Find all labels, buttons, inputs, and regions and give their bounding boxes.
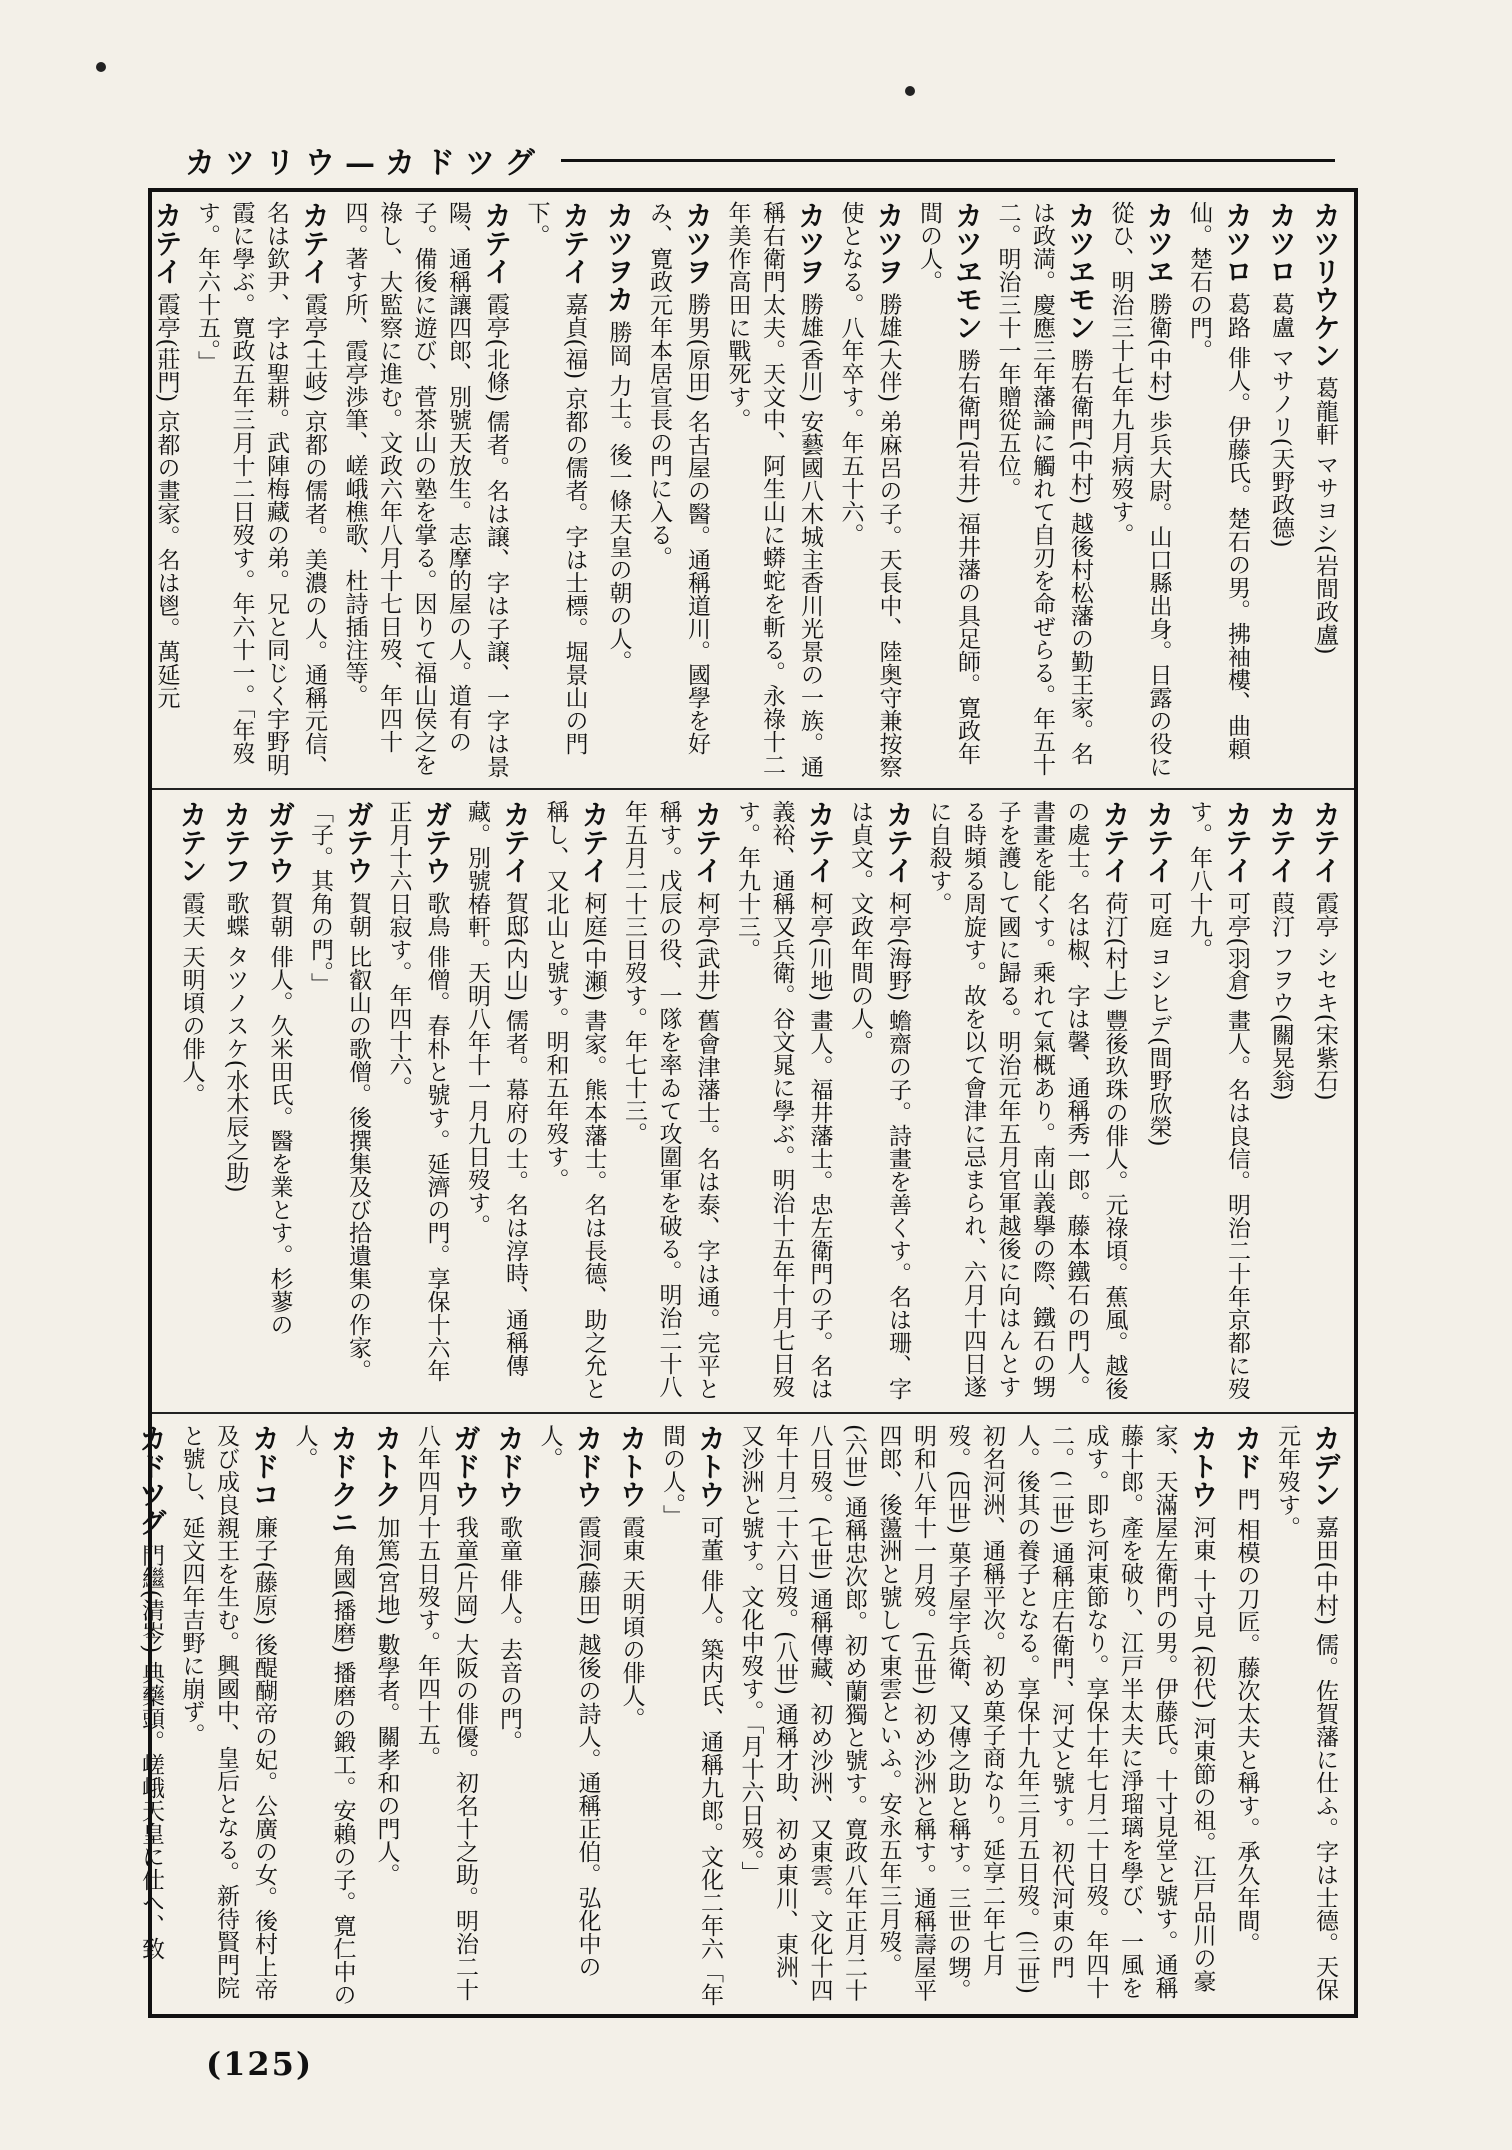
entry-text: 歌鳥 俳僧。春朴と號す。延濟の門。享保十六年正月十六日寂す。年四十六。 xyxy=(385,800,450,1382)
dictionary-entry xyxy=(190,201,336,779)
dictionary-entry xyxy=(1304,201,1346,779)
entry-headword: カトク xyxy=(370,1424,404,1508)
running-header xyxy=(185,140,1335,180)
dictionary-entry xyxy=(488,1424,530,2006)
dictionary-entry xyxy=(130,1424,172,2006)
entry-text: 勝男(原田) 名古屋の醫。通稱道川。國學を好み、寛政元年本居宣長の門に入る。 xyxy=(646,201,710,755)
dictionary-entry xyxy=(532,1424,609,2006)
dictionary-entry xyxy=(174,1424,285,2006)
entry-headword: カトウ xyxy=(694,1424,727,1508)
dictionary-entry xyxy=(1260,201,1302,779)
entry-headword: カテン xyxy=(175,800,209,884)
entry-headword: カテイ xyxy=(1098,800,1132,884)
entry-headword: カツロ xyxy=(1221,201,1254,285)
entry-headword: カド xyxy=(1230,1424,1264,1480)
dictionary-entry xyxy=(833,201,910,779)
entry-headword: カツヱモン xyxy=(951,201,984,341)
entry-text: 賀邸(内山) 儒者。幕府の士。名は淳時、通稱傳藏。別號椿軒。天明八年十一月九日歿す。 xyxy=(464,800,528,1377)
dictionary-entry xyxy=(303,800,380,1402)
entry-headword: カテイ xyxy=(499,800,532,884)
dictionary-entry xyxy=(460,800,537,1402)
entry-headword: カドコ xyxy=(248,1424,281,1508)
dictionary-entry xyxy=(215,800,257,1402)
entry-text: 加篤(宮地) 數學者。關孝和の門人。 xyxy=(373,1515,400,1886)
section-middle xyxy=(156,794,1350,1408)
entry-headword: カテイ xyxy=(882,800,915,884)
entry-headword: カテイ xyxy=(298,201,331,285)
entry-headword: カテイ xyxy=(577,800,611,884)
entry-headword: ガドウ xyxy=(449,1424,482,1508)
dictionary-entry xyxy=(1103,201,1180,779)
dictionary-entry xyxy=(843,800,920,1402)
entry-headword: カテイ xyxy=(690,800,724,884)
entry-text: 廉子(藤原) 後醍醐帝の妃。公廣の女。後村上帝及び成良親王を生む。興國中、皇后となる。新待賢門院と號し、延文四年吉野に崩ず。 xyxy=(178,1424,277,2001)
entry-text: 可亭(羽倉) 畫人。名は良信。明治二十年京都に歿す。年八十九。 xyxy=(1186,800,1250,1400)
print-speck xyxy=(905,86,915,96)
print-speck xyxy=(96,62,106,72)
dictionary-entry xyxy=(146,201,188,779)
entry-text: 勝岡 力士。後一條天皇の朝の人。 xyxy=(605,320,632,673)
dictionary-entry xyxy=(287,1424,364,2006)
entry-text: 我童(片岡) 大阪の俳優。初名十之助。明治二十八年四月十五日歿す。年四十五。 xyxy=(414,1424,478,2001)
section-top xyxy=(150,195,1350,785)
entry-headword: カドクニ xyxy=(326,1424,360,1536)
dictionary-entry xyxy=(655,1424,732,2006)
dictionary-entry xyxy=(1182,800,1259,1402)
entry-text: 勝雄(香川) 安藝國八木城主香川光景の一族。通稱右衛門太夫。天文中、阿生山に蟒蛇を斬る。永祿十二年美作高田に戰死す。 xyxy=(724,201,823,778)
entry-text: 勝右衛門(岩井) 福井藩の具足師。寛政年間の人。 xyxy=(916,201,980,765)
entry-text: 歌蝶 タツノスケ(水木辰之助) xyxy=(222,891,249,1193)
entry-text: 角國(播磨) 播磨の鍛工。安賴の子。寛仁中の人。 xyxy=(291,1424,356,2006)
entry-text: 勝雄(大伴) 弟麻呂の子。天長中、陸奥守兼按察使となる。八年卒す。年五十六。 xyxy=(837,201,902,778)
entry-headword: カテイ xyxy=(1142,800,1176,884)
entry-text: 柯亭(武井) 舊會津藩士。名は泰、字は通。完平と稱す。戊辰の役、一隊を率ゐて攻圍軍を破る。明治二十八年五月二十三日歿す。年七十三。 xyxy=(621,800,720,1400)
entry-headword: カテフ xyxy=(219,800,253,884)
entry-text: 霞亭(北條) 儒者。名は譲、字は子譲、一字は景陽、通稱讓四郎、別號天放生。志摩的屋の人。道有の子。備後に遊び、菅茶山の塾を掌る。因りて福山侯之を祿し、大監察に進む。文政六年八月十七日歿、年四十四。著す所、霞亭渉筆、嵯峨樵歌、杜詩插注等。 xyxy=(341,201,509,778)
entry-text: 葭汀 フヲウ(關晃翁) xyxy=(1268,891,1294,1101)
entry-text: 霞東 天明頃の俳人。 xyxy=(618,1515,645,1730)
section-divider-upper xyxy=(152,788,1354,790)
dictionary-entry xyxy=(381,800,458,1402)
dictionary-entry xyxy=(538,800,615,1402)
entry-text: 賀朝 俳人。久米田氏。醫を業とす。杉蓼の xyxy=(266,891,293,1336)
entry-text: 門 相模の刀匠。藤次太夫と稱す。承久年間。 xyxy=(1233,1487,1260,1955)
entry-text: 柯庭(中瀬) 書家。熊本藩士。名は長德、助之允と稱し、又北山と號す。明和五年歿す。 xyxy=(542,800,607,1400)
entry-headword: カツロ xyxy=(1265,201,1298,285)
page-number: (125) xyxy=(206,2045,314,2083)
entry-headword: カドツグ xyxy=(135,1424,168,1536)
dictionary-entry xyxy=(366,1424,408,2006)
entry-headword: カテイ xyxy=(1309,800,1342,884)
entry-headword: カツヲ xyxy=(681,201,714,285)
entry-text: 荷汀(村上) 豐後玖珠の俳人。元祿頃。蕉風。越後の處士。名は椒、字は馨、通稱秀一郎。藤本鐵石の門人。書畫を能くす。乘れて氣概あり。南山義擧の際、鐵石の甥子を護して國に歸る。明治元年五月官軍越後に向はんとする時頻る周旋す。故を以て會津に忌まられ、六月十四日遂に自殺す。 xyxy=(925,800,1128,1400)
dictionary-entry xyxy=(733,1424,1224,2006)
dictionary-entry xyxy=(1226,1424,1268,2006)
section-divider-lower xyxy=(152,1412,1354,1414)
entry-headword: カテイ xyxy=(1265,800,1298,884)
entry-text: 霞天 天明頃の俳人。 xyxy=(178,891,205,1106)
entry-text: 柯亭(川地) 畫人。福井藩士。忠左衛門の子。名は義裕、通稱又兵衛。谷文晁に學ぶ。明治十五年十月七日歿す。年九十三。 xyxy=(734,800,833,1400)
entry-headword: カドウ xyxy=(493,1424,526,1508)
entry-text: 霞亭(莊門) 京都の畫家。名は鬯。萬延元 xyxy=(153,292,180,709)
dictionary-entry xyxy=(1270,1424,1347,2006)
dictionary-entry xyxy=(990,201,1101,779)
dictionary-entry xyxy=(617,800,728,1402)
dictionary-entry xyxy=(921,800,1136,1402)
entry-headword: カツヲカ xyxy=(602,201,636,313)
entry-text: 霞亭(土岐) 京都の儒者。美濃の人。通稱元信、名は欽尹、字は聖耕。武陣梅藏の弟。兄と同じく宇野明霞に學ぶ。寛政五年三月十二日歿す。年六十一。「年歿す。年六十五。」 xyxy=(194,201,327,778)
entry-text: 柯亭(海野) 蟾齋の子。詩畫を善くす。名は珊、字は貞文。文政年間の人。 xyxy=(847,800,911,1400)
dictionary-entry xyxy=(598,201,640,779)
dictionary-entry xyxy=(171,800,213,1402)
entry-headword: カテイ xyxy=(480,201,513,285)
entry-headword: カテイ xyxy=(803,800,837,884)
entry-headword: カテイ xyxy=(558,201,592,285)
entry-headword: カツヱ xyxy=(1142,201,1176,285)
dictionary-entry xyxy=(337,201,517,779)
entry-headword: カデン xyxy=(1309,1424,1342,1508)
entry-text: 葛龍軒 マサヨシ(岩間政盧) xyxy=(1312,376,1338,655)
entry-headword: カドウ xyxy=(571,1424,605,1508)
section-bottom xyxy=(135,1418,1350,2012)
entry-headword: ガテウ xyxy=(420,800,454,884)
entry-text: 可庭 ヨシヒデ(間野欣榮) xyxy=(1145,891,1172,1147)
dictionary-entry xyxy=(730,800,841,1402)
entry-headword: カツヱモン xyxy=(1064,201,1097,341)
dictionary-entry xyxy=(642,201,719,779)
entry-text: 葛盧 マサノリ(天野政德) xyxy=(1268,292,1294,548)
dictionary-entry xyxy=(611,1424,653,2006)
entry-text: 勝右衛門(中村) 越後村松藩の勤王家。名は政満。慶應三年藩論に觸れて自刃を命ぜらる。年五十二。明治三十一年贈從五位。 xyxy=(994,201,1093,776)
entry-text: 歌童 俳人。去音の門。 xyxy=(496,1515,522,1753)
entry-text: 河東 十寸見 (初代) 河東節の祖。江戸品川の豪家、天滿屋左衛門の男。伊藤氏。十寸見堂と號す。通稱藤十郎。產を破り、江戸半太夫に淨瑠璃を學び、一風を成す。即ち河東節なり。享保十年七月二十日歿。年四十二。(二世) 通稱庄右衛門、河丈と號す。初代河東の門人。後其の養子となる。享保十九年三月五日歿。(三世) 初名河洲、通稱平次。初め菓子商なり。延享二年七月歿。(四世) 菓子屋宇兵衛、又傳之助と稱す。三世の甥。明和八年十一月歿。(五世) 初め沙洲と稱す。通稱壽屋平四郎、後蘯洲と號して東雲といふ。安永五年三月歿。(六世) 通稱忠次郎。初め蘭獨と號す。寛政八年正月二十八日歿。(七世) 通稱傳藏、初め沙洲、又東雲。文化十四年十月二十六日歿。(八世) 通稱才助、初め東川、東洲、又沙洲と號す。文化中歿す。「月十六日歿。」 xyxy=(737,1424,1216,2002)
dictionary-entry xyxy=(519,201,596,779)
dictionary-entry xyxy=(1304,800,1346,1402)
entry-headword: カトウ xyxy=(615,1424,649,1508)
dictionary-entry xyxy=(259,800,301,1402)
entry-headword: ガテウ xyxy=(263,800,297,884)
entry-headword: カツヲ xyxy=(794,201,827,285)
entry-text: 霞洞(藤田) 越後の詩人。通稱正伯。弘化中の人。 xyxy=(536,1424,601,1978)
dictionary-entry xyxy=(1138,800,1180,1402)
dictionary-entry xyxy=(720,201,831,779)
entry-text: 可董 俳人。築内氏、通稱九郎。文化二年六「年間の人。」 xyxy=(659,1424,723,2006)
entry-text: 嘉貞(福) 京都の儒者。字は士標。堀景山の門下。 xyxy=(523,201,588,755)
header-text: カツリウ—カドツグ xyxy=(185,146,545,181)
dictionary-entry xyxy=(1260,800,1302,1402)
entry-text: 霞亭 シセキ(宋紫石) xyxy=(1312,891,1338,1101)
entry-text: 門繼(清岑) 典藥頭。嵯峨天皇に仕へ、致 xyxy=(138,1543,164,1960)
entry-headword: カテイ xyxy=(150,201,184,285)
dictionary-entry xyxy=(1182,201,1259,779)
entry-text: 葛路 俳人。伊藤氏。楚石の男。拂袖樓、曲頼仙。楚石の門。 xyxy=(1186,201,1250,760)
dictionary-entry xyxy=(912,201,989,779)
entry-text: 賀朝 比叡山の歌僧。後撰集及び拾遺集の作家。「子。其角の門。」 xyxy=(307,800,371,1382)
entry-headword: カツヲ xyxy=(872,201,906,285)
entry-text: 勝衛(中村) 歩兵大尉。山口縣出身。日露の役に從ひ、明治三十七年九月病歿す。 xyxy=(1107,201,1172,778)
entry-headword: カツリウケン xyxy=(1309,201,1342,369)
header-rule xyxy=(561,159,1335,162)
entry-headword: ガテウ xyxy=(342,800,375,884)
entry-headword: カテイ xyxy=(1221,800,1254,884)
entry-headword: カトウ xyxy=(1186,1424,1220,1508)
dictionary-entry xyxy=(410,1424,487,2006)
entry-text: 嘉田(中村) 儒。佐賀藩に仕ふ。字は士德。天保元年歿す。 xyxy=(1274,1424,1338,2001)
